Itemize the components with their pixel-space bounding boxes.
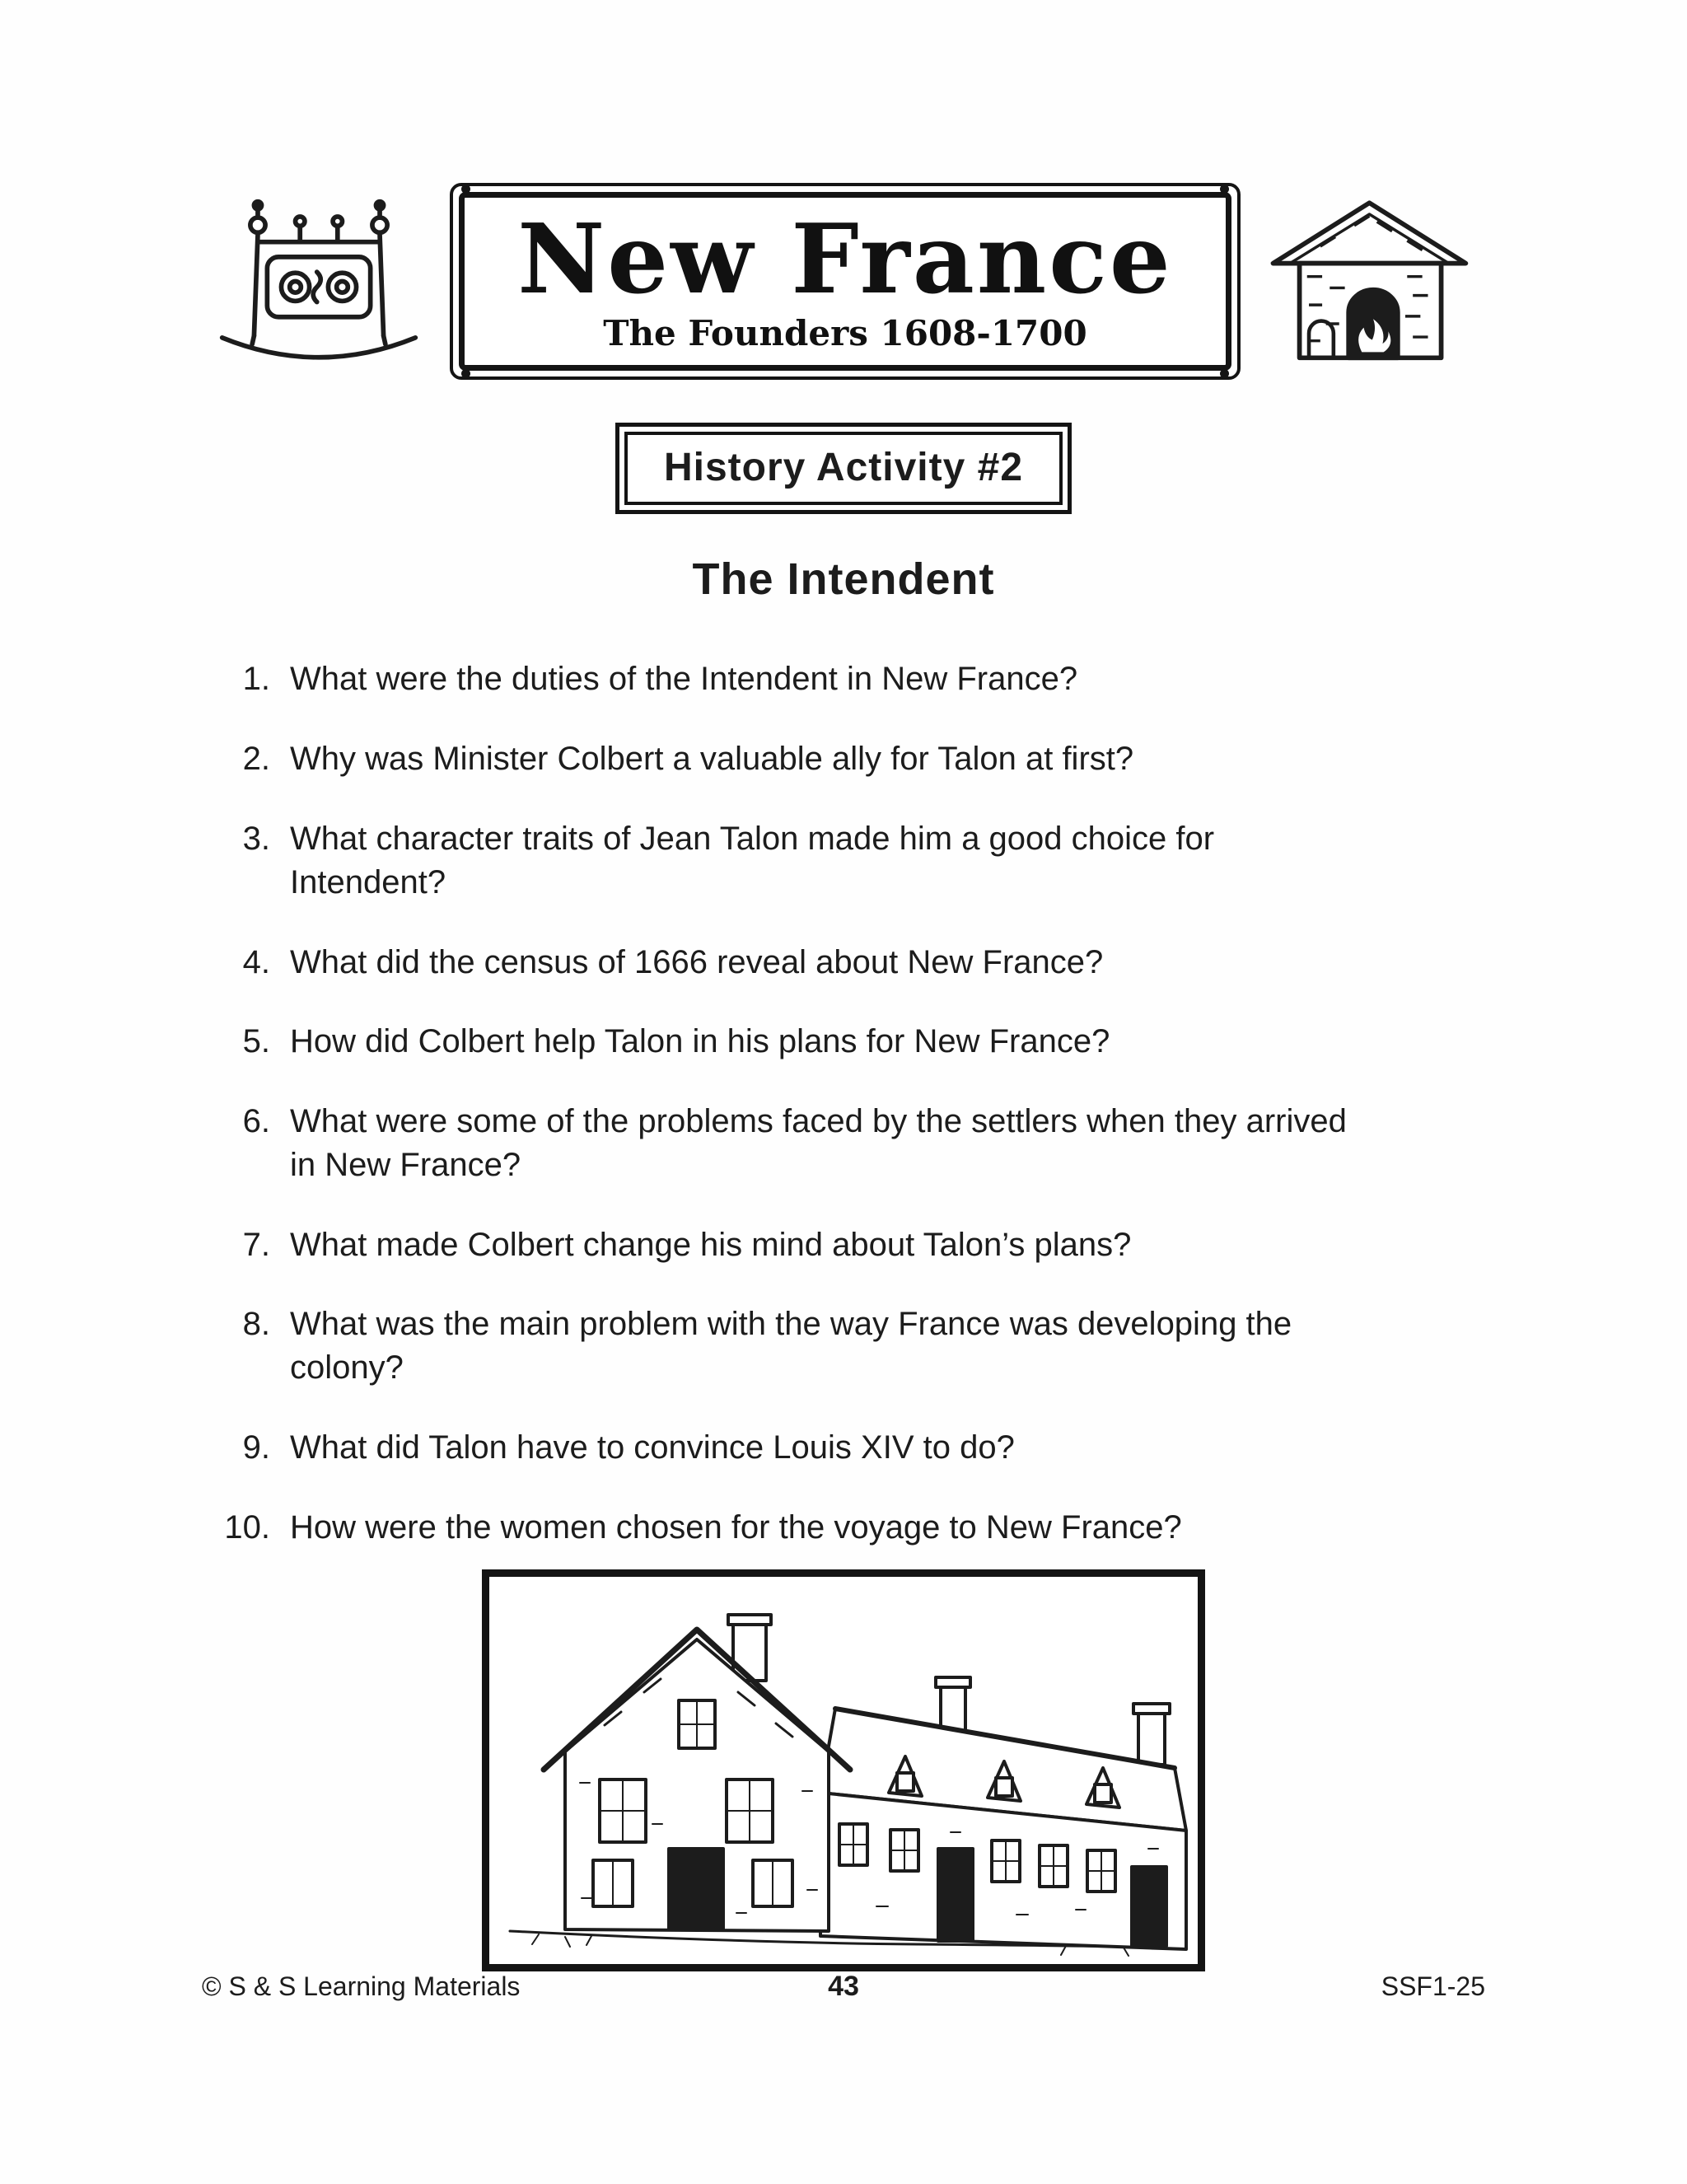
banner-corner-dot [461, 369, 470, 378]
question-number: 7. [242, 1226, 270, 1263]
question-item [206, 1100, 1572, 1187]
question-number: 5. [242, 1023, 270, 1060]
question-item [206, 1506, 1572, 1550]
page-title: New France [517, 203, 1173, 316]
header [0, 0, 1687, 380]
question-item [206, 817, 1572, 905]
question-number: 3. [242, 820, 270, 857]
question-text: What character traits of Jean Talon made him a good choice for Intendent? [290, 820, 1215, 900]
banner-corner-dot [1220, 369, 1229, 378]
question-text: What did Talon have to convince Louis XIV to do? [290, 1429, 1015, 1466]
question-text: How did Colbert help Talon in his plans for New France? [290, 1023, 1110, 1060]
activity-banner [615, 423, 1072, 514]
question-item [206, 1302, 1572, 1390]
page-subtitle: The Founders 1608-1700 [603, 313, 1087, 354]
question-text: Why was Minister Colbert a valuable ally for Talon at first? [290, 741, 1134, 778]
question-number: 10. [224, 1508, 270, 1546]
question-list [206, 657, 1572, 1549]
banner-corner-dot [1220, 185, 1229, 194]
question-item [206, 941, 1572, 984]
product-code: SSF1-25 [1381, 1971, 1486, 2001]
question-text: What was the main problem with the way France was developing the colony? [290, 1306, 1292, 1387]
question-number: 9. [242, 1429, 270, 1466]
question-number: 2. [242, 741, 270, 778]
fireplace-illustration [1264, 189, 1476, 374]
page-number: 43 [828, 1971, 859, 2002]
question-text: What did the census of 1666 reveal about New France? [290, 943, 1104, 980]
activity-banner-row [0, 423, 1687, 514]
copyright: © S & S Learning Materials [202, 1971, 521, 2001]
question-text: What made Colbert change his mind about Talon’s plans? [290, 1226, 1132, 1263]
houses-illustration [482, 1569, 1205, 1971]
question-item [206, 1426, 1572, 1470]
question-item [206, 657, 1572, 701]
question-item [206, 1223, 1572, 1267]
question-number: 4. [242, 943, 270, 980]
title-banner [450, 183, 1241, 380]
question-number: 8. [242, 1306, 270, 1343]
title-banner-inner [459, 192, 1231, 371]
cradle-illustration [211, 197, 427, 366]
question-item [206, 1020, 1572, 1064]
question-number: 1. [242, 661, 270, 698]
banner-corner-dot [461, 185, 470, 194]
footer [202, 1971, 1485, 2003]
question-text: How were the women chosen for the voyage to New France? [290, 1508, 1182, 1546]
question-item [206, 737, 1572, 781]
question-number: 6. [242, 1103, 270, 1140]
activity-banner-label: History Activity #2 [624, 432, 1063, 505]
section-title: The Intendent [692, 554, 995, 605]
question-text: What were some of the problems faced by the settlers when they arrived in New France? [290, 1103, 1347, 1183]
question-text: What were the duties of the Intendent in New France? [290, 661, 1078, 698]
